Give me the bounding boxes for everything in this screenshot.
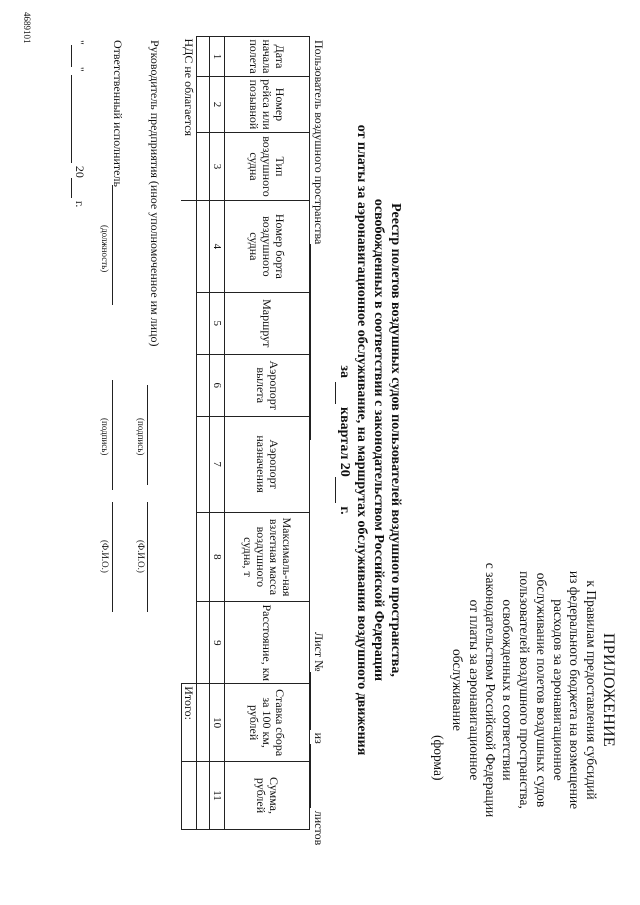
column-number: 6 [210, 354, 225, 416]
column-number: 7 [210, 416, 225, 512]
column-number: 3 [210, 132, 225, 200]
column-header: Аэропорт назначения [225, 416, 310, 512]
table-row[interactable] [197, 37, 210, 830]
appendix-line: пользователей воздушного пространства, [517, 571, 533, 809]
table-spacer [182, 292, 197, 354]
column-header: Дата начала полета [225, 37, 310, 77]
form-label: (форма) [431, 735, 446, 781]
column-number: 4 [210, 200, 225, 292]
appendix-heading: ПРИЛОЖЕНИЕ [600, 632, 617, 747]
column-number: 10 [210, 684, 225, 762]
table-cell[interactable] [197, 37, 210, 77]
title-line: от платы за аэронавигационное обслуживание, на маршрутах обслуживания воздушного движения [354, 124, 369, 756]
date-quote-close: " [73, 66, 87, 72]
appendix-line: обслуживание [449, 648, 465, 732]
column-header: Номер рейса или позывной [225, 76, 310, 132]
date-year-suffix: г. [73, 200, 87, 208]
head-signature-line[interactable] [147, 385, 148, 485]
sheets-label: листов [312, 810, 326, 846]
table-header-row [225, 37, 310, 830]
appendix-line: к Правилам предоставления субсидий [584, 580, 600, 800]
date-year-field[interactable] [71, 178, 87, 198]
sheet-total-field[interactable] [310, 744, 326, 808]
head-name-hint: (Ф.И.О.) [136, 540, 146, 573]
executor-label: Ответственный исполнитель [111, 40, 125, 187]
sheet-no-field[interactable] [310, 672, 326, 730]
appendix-line: с законодательством Российской Федерации [483, 562, 499, 818]
head-signature-hint: (подпись) [136, 418, 146, 456]
executor-position-line[interactable] [112, 185, 113, 305]
table-cell[interactable] [197, 762, 210, 830]
date-day-field[interactable] [71, 45, 87, 67]
column-number: 1 [210, 37, 225, 77]
executor-name-line[interactable] [112, 502, 113, 612]
column-number: 9 [210, 602, 225, 684]
column-header: Максималь-ная взлетная масса воздушного судна, т [225, 512, 310, 602]
table-cell[interactable] [197, 292, 210, 354]
document-title [335, 90, 404, 790]
executor-signature-line[interactable] [112, 380, 113, 490]
executor-name-hint: (Ф.И.О.) [100, 540, 110, 573]
quarter-field[interactable] [335, 382, 353, 404]
title-kvartal: квартал 20 [337, 407, 352, 477]
date-row [71, 40, 87, 207]
column-number: 2 [210, 76, 225, 132]
total-value-cell[interactable] [182, 762, 197, 830]
column-header: Расстояние, км [225, 602, 310, 684]
column-number: 5 [210, 292, 225, 354]
table-spacer [182, 512, 197, 602]
column-header: Аэропорт вылета [225, 354, 310, 416]
total-label: Итого: [182, 684, 197, 762]
airspace-user-label: Пользователь воздушного пространства [312, 40, 326, 245]
title-year-suffix: г. [337, 506, 352, 515]
airspace-user-row [310, 40, 326, 440]
sheet-numbering [310, 632, 326, 845]
table-cell[interactable] [197, 512, 210, 602]
date-year-prefix: 20 [73, 165, 87, 178]
head-name-line[interactable] [147, 502, 148, 612]
table-footer-row [182, 37, 197, 830]
table-spacer [182, 416, 197, 512]
column-header: Тип воздушного судна [225, 132, 310, 200]
table-cell[interactable] [197, 132, 210, 200]
table-spacer [182, 354, 197, 416]
title-line: освобожденных в соответствии с законодательством Российской Федерации [371, 198, 386, 682]
date-quote-open: " [73, 40, 87, 45]
year-field[interactable] [335, 477, 353, 503]
title-za: за [337, 365, 352, 379]
table-cell[interactable] [197, 602, 210, 684]
appendix-block [448, 520, 616, 860]
vat-note: НДС не облагается [182, 37, 197, 201]
register-table [181, 36, 310, 830]
airspace-user-field[interactable] [310, 244, 326, 440]
column-header: Номер борта воздушного судна [225, 200, 310, 292]
executor-position-hint: (должность) [100, 225, 110, 273]
column-number: 8 [210, 512, 225, 602]
table-cell[interactable] [197, 416, 210, 512]
document-number: 4689101 [22, 12, 32, 44]
table-cell[interactable] [197, 684, 210, 762]
appendix-line: обслуживание полетов воздушных судов [533, 572, 549, 808]
sheet-no-label: Лист № [312, 632, 326, 672]
appendix-line: расходов за аэронавигационное [550, 599, 566, 781]
title-period [335, 90, 353, 790]
table-spacer [182, 200, 197, 292]
column-header: Сумма, рублей [225, 762, 310, 830]
head-signature-label: Руководитель предприятия (иное уполномоченное им лицо) [148, 40, 162, 347]
sheet-of-label: из [312, 732, 326, 744]
column-header: Маршрут [225, 292, 310, 354]
appendix-line: от платы за аэронавигационное [466, 599, 482, 781]
table-cell[interactable] [197, 354, 210, 416]
title-line: Реестр полетов воздушных судов пользователей воздушного пространства, [388, 203, 403, 677]
column-number-row [210, 37, 225, 830]
appendix-line: из федерального бюджета на возмещение [567, 570, 583, 810]
date-month-field[interactable] [71, 75, 87, 163]
column-number: 11 [210, 762, 225, 830]
table-cell[interactable] [197, 76, 210, 132]
appendix-line: освобожденных в соответствии [500, 599, 516, 781]
table-spacer [182, 602, 197, 684]
column-header: Ставка сбора за 100 км, рублей [225, 684, 310, 762]
executor-signature-hint: (подпись) [100, 418, 110, 456]
table-cell[interactable] [197, 200, 210, 292]
